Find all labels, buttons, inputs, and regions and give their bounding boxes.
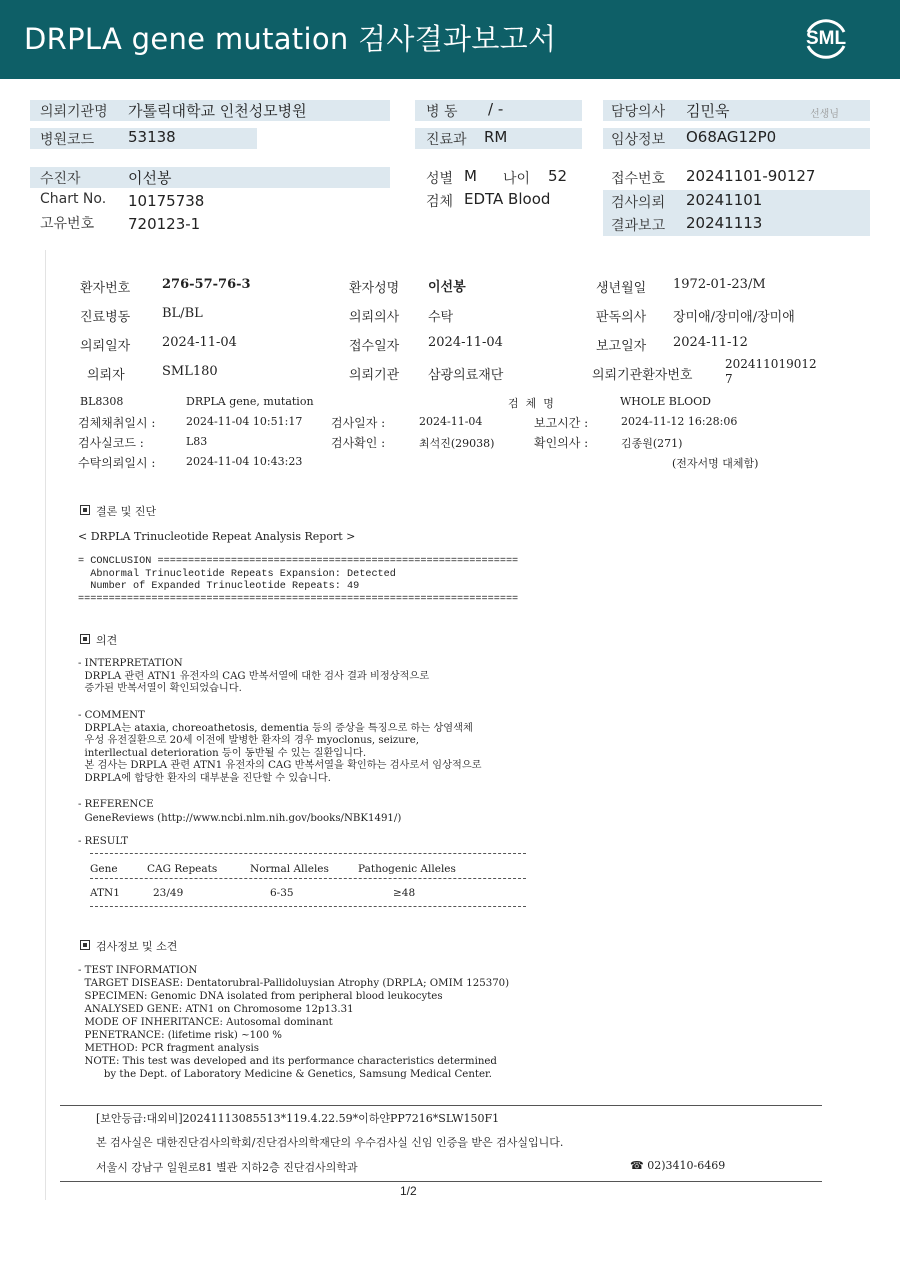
patient-value: 이선봉	[128, 169, 172, 187]
doc-requester: SML180	[162, 364, 218, 379]
doc-label-requester: 의뢰자	[87, 368, 125, 383]
result-col-cag: CAG Repeats	[147, 863, 218, 875]
receipt-label: 접수번호	[611, 171, 666, 187]
doctor-value: 김민욱	[686, 102, 730, 120]
result-gene: ATN1	[90, 887, 120, 899]
result-cag: 23/49	[153, 887, 184, 899]
result-col-normal: Normal Alleles	[250, 863, 329, 875]
report-date-label: 결과보고	[611, 218, 666, 234]
comment-line: 우성 유전질환으로 20세 이전에 발병한 환자의 경우 myoclonus, seizure,	[78, 735, 419, 746]
section-testinfo-heading	[80, 938, 177, 954]
confirm-doctor-value: 김종원(271)	[621, 437, 683, 450]
sex-value: M	[464, 167, 477, 185]
code-value: 53138	[128, 128, 176, 146]
ward-value: / -	[488, 100, 504, 118]
result-rule-mid	[90, 878, 526, 880]
request-label: 검사의뢰	[611, 195, 666, 211]
specimen-name: WHOLE BLOOD	[620, 395, 711, 408]
doc-label-reqdoctor: 의뢰의사	[349, 310, 400, 325]
conclusion-line: Number of Expanded Trinucleotide Repeats: 49	[78, 581, 360, 592]
testdate-value: 2024-11-04	[419, 415, 483, 428]
collect-value: 2024-11-04 10:51:17	[186, 415, 303, 428]
collect-label: 검체채취일시 :	[78, 416, 156, 430]
doc-label-inst-patient-no: 의뢰기관환자번호	[592, 368, 693, 383]
doc-label-birth: 생년월일	[596, 281, 647, 296]
certification-note: 본 검사실은 대한진단검사의학회/진단검사의학재단의 우수검사실 신임 인증을 받은 검사실입니다.	[96, 1136, 564, 1149]
band-patient	[30, 167, 390, 188]
comment-line: DRPLA는 ataxia, choreoathetosis, dementia 등의 증상을 특징으로 하는 상염색체	[78, 722, 473, 734]
age-label: 나이	[503, 171, 531, 187]
sml-logo	[800, 12, 852, 64]
result-pathogenic: ≥48	[393, 887, 416, 899]
comment-line: DRPLA에 합당한 환자의 대부분을 진단할 수 있습니다.	[78, 772, 331, 784]
comment-line: - COMMENT	[78, 710, 145, 721]
doc-label-patient-no: 환자번호	[80, 281, 131, 296]
conclusion-line: ========================================================================	[78, 593, 519, 605]
report-date-value: 20241113	[686, 214, 763, 232]
doc-label-recvdate: 접수일자	[349, 339, 400, 354]
testinfo-line: ANALYSED GENE: ATN1 on Chromosome 12p13.31	[78, 1004, 354, 1015]
consign-value: 2024-11-04 10:43:23	[186, 455, 303, 468]
lab-phone: ☎ 02)3410-6469	[630, 1159, 726, 1172]
code-label: 병원코드	[40, 132, 95, 148]
specimen-name-label: 검 체 명	[508, 397, 554, 410]
doc-inst-patient-no: 202411019012	[725, 357, 817, 371]
doc-label-ward: 진료병동	[80, 310, 131, 325]
testinfo-line: by the Dept. of Laboratory Medicine & Genetics, Samsung Medical Center.	[78, 1069, 492, 1080]
doc-reqdoctor: 수탁	[428, 310, 454, 325]
report-header	[0, 0, 900, 79]
conclusion-line: = CONCLUSION ===========================================================	[78, 556, 519, 567]
result-normal: 6-35	[270, 887, 294, 899]
checker-value: 최석진(29038)	[419, 437, 495, 450]
clinical-value: O68AG12P0	[686, 128, 777, 146]
testdate-label: 검사일자 :	[331, 416, 386, 430]
comment-block	[78, 710, 482, 785]
reporttime-value: 2024-11-12 16:28:06	[621, 415, 738, 428]
test-name: DRPLA gene, mutation	[186, 395, 314, 408]
analysis-report-title: < DRPLA Trinucleotide Repeat Analysis Report >	[78, 530, 356, 543]
doc-label-repdate: 보고일자	[596, 339, 647, 354]
comment-line: interllectual deterioration 등이 동반될 수 있는 질환입니다.	[78, 747, 367, 759]
logo-text: SML	[805, 28, 847, 49]
doctor-label: 담당의사	[611, 104, 666, 120]
testinfo-line: TARGET DISEASE: Dentatorubral-Pallidoluysian Atrophy (DRPLA; OMIM 125370)	[78, 978, 510, 989]
section-opinion-title: 의견	[96, 634, 118, 647]
reporttime-label: 보고시간 :	[534, 416, 589, 430]
doc-label-institution: 의뢰기관	[349, 368, 400, 383]
result-rule-bottom	[90, 906, 526, 908]
conclusion-line: Abnormal Trinucleotide Repeats Expansion: Detected	[78, 568, 396, 580]
doc-name: 이선봉	[428, 280, 466, 295]
specimen-value: EDTA Blood	[464, 190, 551, 208]
dept-value: RM	[484, 128, 508, 146]
comment-line: 본 검사는 DRPLA 관련 ATN1 유전자의 CAG 반복서열을 확인하는 검사로서 임상적으로	[78, 760, 482, 771]
doc-left-border	[45, 250, 46, 1200]
specimen-label: 검체	[426, 194, 454, 210]
footer-rule-top	[60, 1105, 822, 1106]
page-number: 1/2	[400, 1184, 417, 1198]
clinical-label: 임상정보	[611, 132, 666, 148]
doc-label-reader: 판독의사	[596, 310, 647, 325]
testinfo-line: SPECIMEN: Genomic DNA isolated from peripheral blood leukocytes	[78, 991, 443, 1002]
age-value: 52	[548, 167, 568, 185]
footer-rule-bottom	[60, 1181, 822, 1182]
result-col-gene: Gene	[90, 863, 118, 875]
test-code: BL8308	[80, 395, 124, 408]
reference-block	[78, 798, 401, 826]
doc-institution: 삼광의료재단	[428, 368, 504, 383]
interp-line: - INTERPRETATION	[78, 658, 183, 669]
reference-line: - REFERENCE	[78, 799, 154, 810]
doc-label-name: 환자성명	[349, 281, 400, 296]
sex-label: 성별	[426, 171, 454, 187]
report-title: DRPLA gene mutation 검사결과보고서	[24, 22, 557, 56]
hospital-label: 의뢰기관명	[40, 104, 108, 120]
testinfo-line: MODE OF INHERITANCE: Autosomal dominant	[78, 1017, 333, 1028]
doc-label-reqdate: 의뢰일자	[80, 339, 131, 354]
chart-value: 10175738	[128, 192, 205, 210]
labcode-value: L83	[186, 435, 208, 448]
reference-link: GeneReviews (http://www.ncbi.nlm.nih.gov/books/NBK1491/)	[78, 813, 402, 824]
section-conclusion-heading	[80, 503, 156, 519]
square-bullet-icon	[80, 940, 90, 950]
lab-address: 서울시 강남구 일원로81 별관 지하2층 진단검사의학과	[96, 1161, 358, 1174]
labcode-label: 검사실코드 :	[78, 436, 144, 450]
testinfo-block	[78, 964, 509, 1081]
patient-label: 수진자	[40, 171, 81, 187]
result-rule-top	[90, 853, 526, 855]
doctor-suffix: 선생님	[810, 109, 839, 120]
checker-label: 검사확인 :	[331, 436, 386, 450]
uid-label: 고유번호	[40, 216, 95, 232]
uid-value: 720123-1	[128, 215, 201, 233]
testinfo-line: PENETRANCE: (lifetime risk) ~100 %	[78, 1030, 282, 1041]
doc-repdate: 2024-11-12	[673, 335, 748, 350]
doc-reqdate: 2024-11-04	[162, 335, 237, 350]
doc-recvdate: 2024-11-04	[428, 335, 503, 350]
confirm-doctor-label: 확인의사 :	[534, 436, 589, 450]
section-testinfo-title: 검사정보 및 소견	[96, 940, 178, 953]
esign-note: (전자서명 대체함)	[672, 457, 759, 470]
request-value: 20241101	[686, 191, 763, 209]
doc-reader: 장미애/장미애/장미애	[673, 310, 795, 325]
chart-label: Chart No.	[40, 191, 107, 207]
security-line: [보안등급:대외비]20241113085513*119.4.22.59*이하얀PP7216*SLW150F1	[96, 1112, 500, 1125]
square-bullet-icon	[80, 634, 90, 644]
testinfo-line: - TEST INFORMATION	[78, 965, 198, 976]
interp-line: 증가된 반복서열이 확인되었습니다.	[78, 683, 242, 694]
doc-inst-patient-no-cont: 7	[725, 372, 733, 386]
doc-ward: BL/BL	[162, 306, 203, 321]
testinfo-line: NOTE: This test was developed and its performance characteristics determined	[78, 1056, 497, 1067]
dept-label: 진료과	[426, 132, 467, 148]
conclusion-block	[78, 556, 518, 606]
testinfo-line: METHOD: PCR fragment analysis	[78, 1043, 260, 1054]
interp-line: DRPLA 관련 ATN1 유전자의 CAG 반복서열에 대한 검사 결과 비정상적으로	[78, 670, 430, 682]
section-opinion-heading	[80, 632, 117, 648]
result-col-pathogenic: Pathogenic Alleles	[358, 863, 456, 875]
section-conclusion-title: 결론 및 진단	[96, 505, 157, 518]
square-bullet-icon	[80, 505, 90, 515]
ward-label: 병 동	[426, 104, 458, 120]
doc-birth: 1972-01-23/M	[673, 277, 766, 292]
doc-patient-no: 276-57-76-3	[162, 277, 251, 292]
hospital-value: 가톨릭대학교 인천성모병원	[128, 102, 307, 120]
result-label: - RESULT	[78, 836, 129, 847]
receipt-value: 20241101-90127	[686, 167, 816, 185]
interpretation-block	[78, 658, 429, 696]
consign-label: 수탁의뢰일시 :	[78, 456, 156, 470]
